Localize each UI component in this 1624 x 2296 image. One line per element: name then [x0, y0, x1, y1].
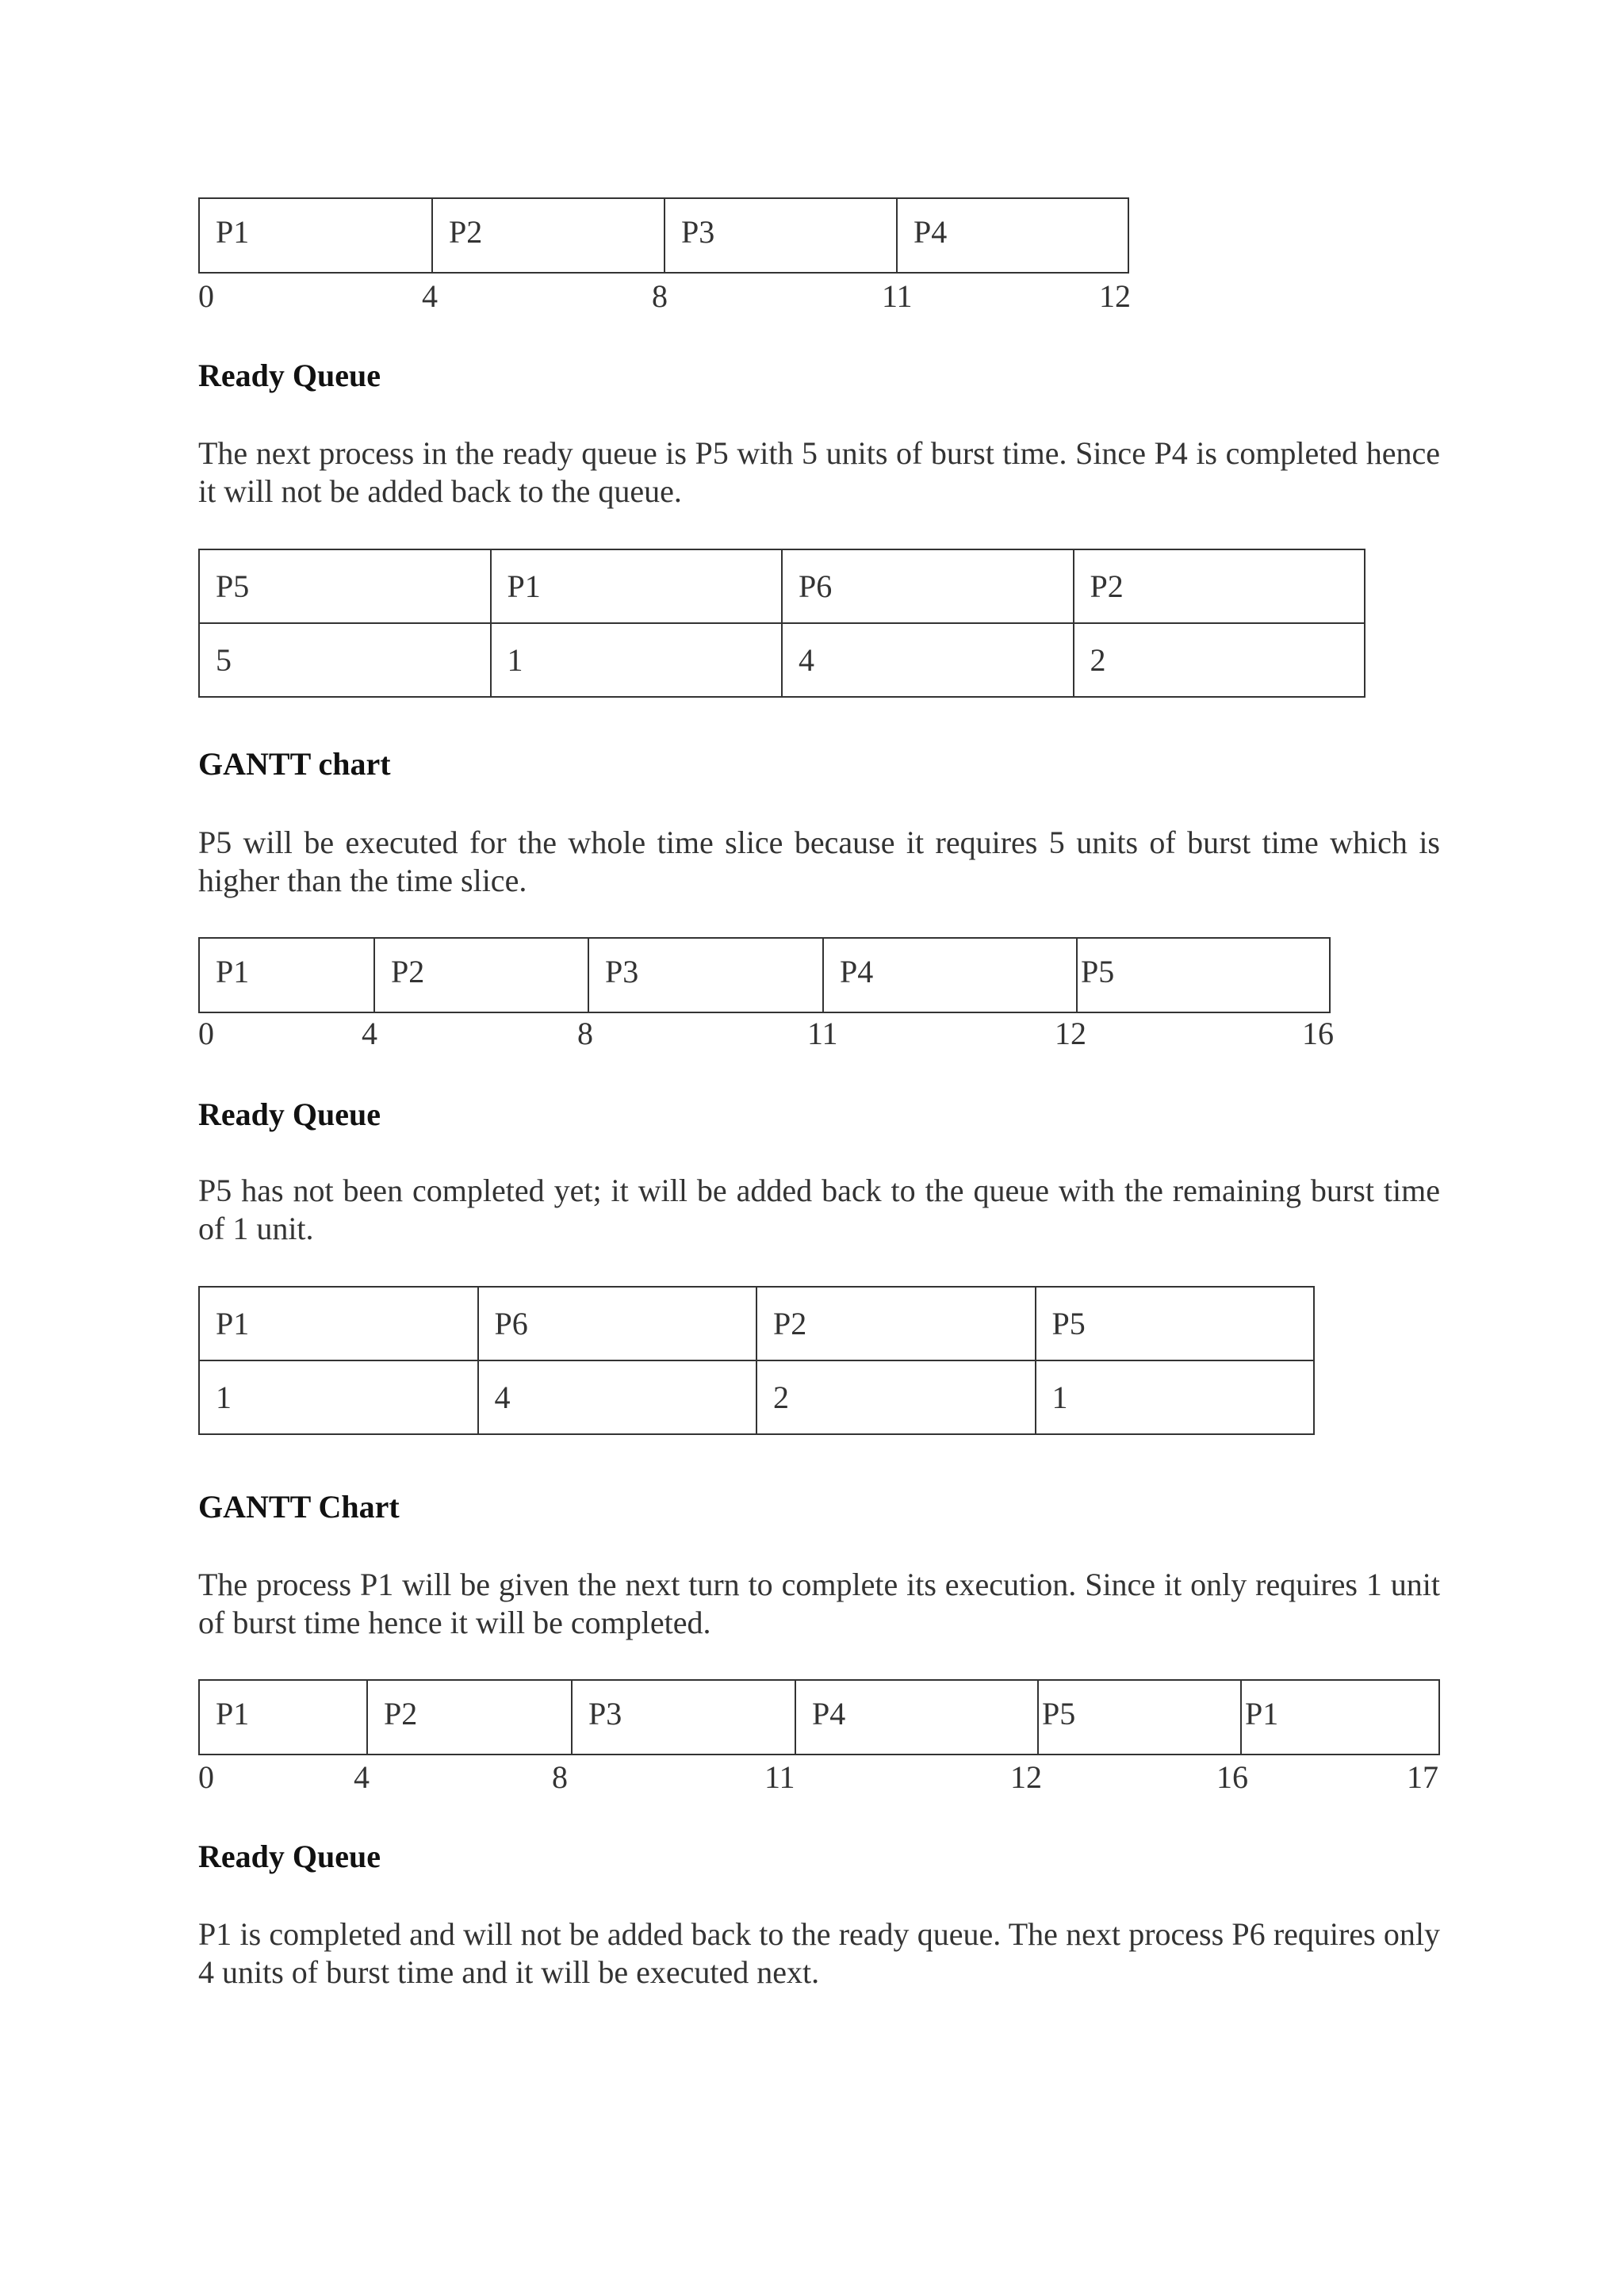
- table-row: [199, 1360, 1314, 1434]
- gantt-tick: 12: [1010, 1759, 1042, 1795]
- table-cell: 2: [1074, 623, 1365, 697]
- table-cell: 5: [199, 623, 491, 697]
- gantt-tick: 17: [1407, 1759, 1438, 1795]
- table-cell: 4: [478, 1360, 757, 1434]
- gantt-cell: P1: [200, 1681, 368, 1754]
- table-cell: P6: [782, 549, 1074, 623]
- gantt-tick: 0: [198, 1016, 214, 1051]
- gantt-tick: 0: [198, 1759, 214, 1795]
- section-heading: Ready Queue: [198, 1839, 381, 1874]
- gantt-tick: 4: [422, 278, 438, 314]
- gantt-cell: P1: [1245, 1696, 1279, 1732]
- paragraph: P1 is completed and will not be added back to the ready queue. The next process P6 requires only 4 units of burst time and it will be executed next.: [198, 1916, 1440, 1990]
- section-heading: Ready Queue: [198, 358, 381, 393]
- gantt-tick: 8: [652, 278, 668, 314]
- table-cell: 2: [756, 1360, 1036, 1434]
- table-cell: P2: [756, 1287, 1036, 1360]
- table-cell: P1: [199, 1287, 478, 1360]
- gantt-tick: 4: [362, 1016, 377, 1051]
- table-cell: 1: [491, 623, 783, 697]
- table-cell: 1: [199, 1360, 478, 1434]
- table-row: [199, 1287, 1314, 1360]
- gantt-chart-1: [198, 197, 1129, 274]
- gantt-cell: P5: [1081, 954, 1115, 989]
- gantt-tick: 8: [552, 1759, 568, 1795]
- paragraph: The next process in the ready queue is P5 with 5 units of burst time. Since P4 is completed hence it will not be added back to the queue.: [198, 435, 1440, 509]
- table-cell: 4: [782, 623, 1074, 697]
- gantt-cell: P3: [573, 1681, 796, 1754]
- gantt-cell: P5: [1039, 1681, 1242, 1754]
- gantt-chart-3: [198, 1679, 1440, 1755]
- paragraph: P5 will be executed for the whole time slice because it requires 5 units of burst time which is higher than the time slice.: [198, 825, 1440, 898]
- table-cell: 1: [1036, 1360, 1315, 1434]
- table-cell: P5: [1036, 1287, 1315, 1360]
- ready-queue-table-2: [198, 1286, 1315, 1435]
- gantt-cell: P1: [200, 199, 433, 272]
- gantt-tick: 4: [354, 1759, 370, 1795]
- section-heading: Ready Queue: [198, 1096, 381, 1132]
- gantt-cell: P3: [589, 939, 824, 1012]
- gantt-cell: P4: [824, 939, 1078, 1012]
- paragraph: P5 has not been completed yet; it will be added back to the queue with the remaining burst time of 1 unit.: [198, 1173, 1440, 1246]
- section-heading: GANTT chart: [198, 746, 391, 782]
- gantt-tick: 11: [764, 1759, 795, 1795]
- gantt-tick: 0: [198, 278, 214, 314]
- table-row: [199, 549, 1365, 623]
- gantt-tick: 16: [1302, 1016, 1334, 1051]
- table-cell: P6: [478, 1287, 757, 1360]
- section-heading: GANTT Chart: [198, 1489, 400, 1525]
- table-cell: P2: [1074, 549, 1365, 623]
- gantt-cell: P1: [200, 939, 375, 1012]
- gantt-tick: 8: [577, 1016, 593, 1051]
- gantt-cell: P2: [375, 939, 589, 1012]
- gantt-chart-2: [198, 937, 1331, 1013]
- gantt-tick: 16: [1216, 1759, 1248, 1795]
- gantt-cell: P3: [665, 199, 898, 272]
- gantt-tick: 12: [1055, 1016, 1086, 1051]
- table-cell: P5: [199, 549, 491, 623]
- gantt-cell: P2: [433, 199, 665, 272]
- paragraph: The process P1 will be given the next turn to complete its execution. Since it only requires 1 unit of burst time hence it will be completed.: [198, 1567, 1440, 1640]
- gantt-tick: 12: [1099, 278, 1131, 314]
- table-row: [199, 623, 1365, 697]
- table-cell: P1: [491, 549, 783, 623]
- ready-queue-table-1: [198, 549, 1365, 698]
- gantt-tick: 11: [807, 1016, 838, 1051]
- gantt-cell: P4: [914, 214, 948, 250]
- gantt-cell: P2: [368, 1681, 573, 1754]
- gantt-cell: P4: [796, 1681, 1039, 1754]
- gantt-tick: 11: [882, 278, 913, 314]
